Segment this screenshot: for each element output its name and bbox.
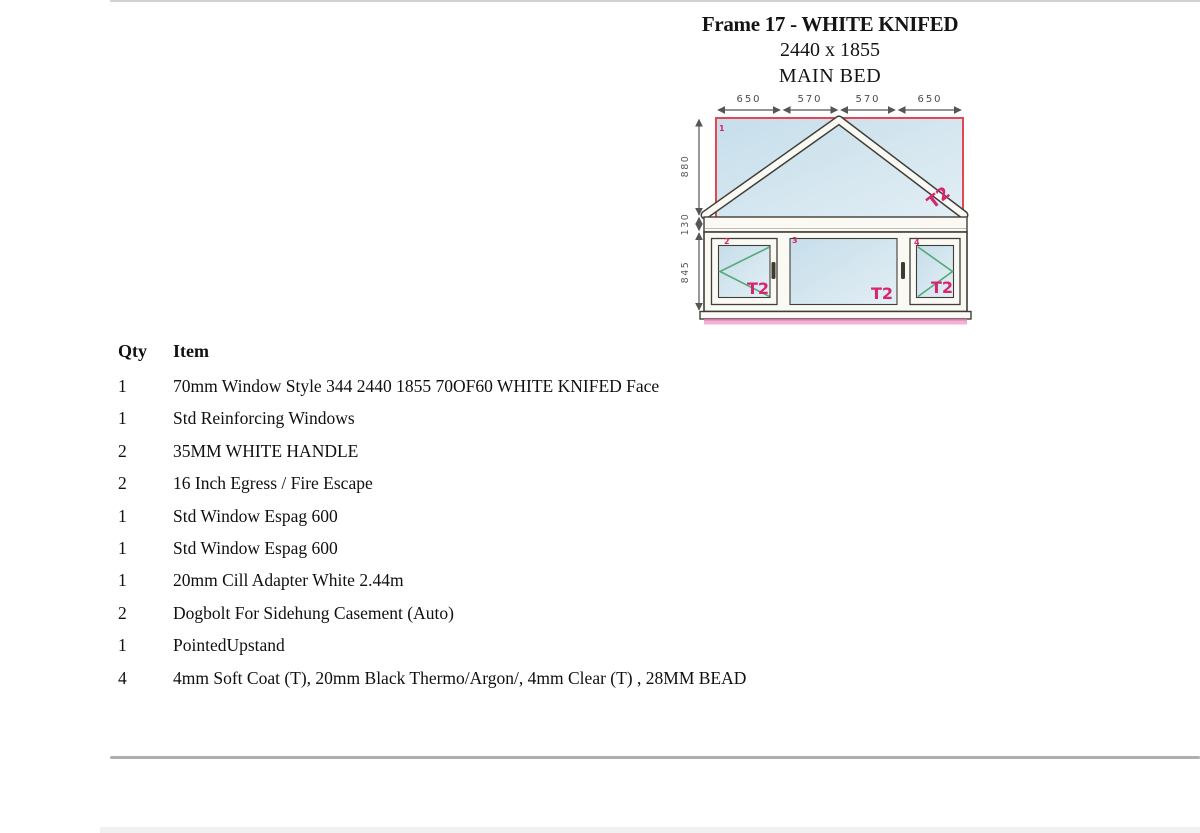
row-item: 16 Inch Egress / Fire Escape [173,473,373,494]
top-dimension-labels [736,94,942,105]
frame-location: MAIN BED [778,65,882,87]
table-row [118,536,778,561]
row-item: Std Window Espag 600 [173,537,338,558]
row-item: 4mm Soft Coat (T), 20mm Black Thermo/Argon/, 4mm Clear (T) , 28MM BEAD [173,667,747,688]
table-row [118,504,778,529]
window-drawing-svg [680,86,985,338]
left-dimension-labels [680,155,691,284]
qty-header: Qty [118,341,147,361]
casement-handle [772,262,776,279]
parts-table-header [118,341,778,362]
pane-number: 4 [914,238,920,247]
table-row [118,439,778,464]
glass-label-left: T2 [746,279,770,298]
dimension-label: 845 [680,260,691,284]
row-qty: 1 [118,376,127,396]
dimension-label: 650 [917,94,943,105]
frame-title: Frame 17 - WHITE KNIFED [701,12,959,36]
transom-bar [704,217,967,232]
row-item: Dogbolt For Sidehung Casement (Auto) [173,602,454,623]
table-row [118,374,778,399]
row-item: 20mm Cill Adapter White 2.44m [173,570,404,591]
gable-glass-panel [716,118,963,219]
glass-label-right: T2 [930,278,954,297]
parts-table [118,341,778,698]
glass-label-gable: T2 [923,182,955,214]
parts-rows [118,374,778,691]
pane-number: 1 [719,124,725,133]
row-qty: 1 [118,570,127,591]
row-qty: 2 [118,602,127,623]
table-row [118,601,778,626]
window-drawing [680,86,985,338]
row-qty: 1 [118,505,127,526]
page-bottom-strip [100,827,1200,833]
dimension-label: 570 [855,94,881,105]
row-qty: 1 [118,635,127,656]
table-row [118,568,778,593]
frame-title-block [665,11,995,89]
window-sill [700,312,971,320]
row-item: PointedUpstand [173,635,285,656]
dimension-label: 650 [736,94,762,105]
pane-number: 2 [724,237,730,246]
row-item: Std Window Espag 600 [173,505,338,526]
page-top-rule [110,0,1200,2]
row-item: 35MM WHITE HANDLE [173,440,359,461]
frame-size: 2440 x 1855 [780,39,880,61]
dimension-label: 570 [797,94,823,105]
glass-label-centre: T2 [870,284,894,303]
table-row [118,666,778,691]
row-qty: 1 [118,537,127,558]
row-qty: 2 [118,473,127,494]
casement-handle [901,262,905,279]
row-item: Std Reinforcing Windows [173,408,355,429]
item-header: Item [173,341,209,361]
table-row [118,633,778,658]
section-divider-rule [110,756,1200,759]
pane-number: 3 [792,236,798,245]
row-qty: 4 [118,667,127,688]
row-item: 70mm Window Style 344 2440 1855 70OF60 WHITE KNIFED Face [173,376,660,396]
table-row [118,471,778,496]
row-qty: 2 [118,440,127,461]
table-row [118,406,778,431]
dimension-label: 130 [680,212,691,236]
dimension-label: 880 [680,154,691,178]
row-qty: 1 [118,408,127,429]
